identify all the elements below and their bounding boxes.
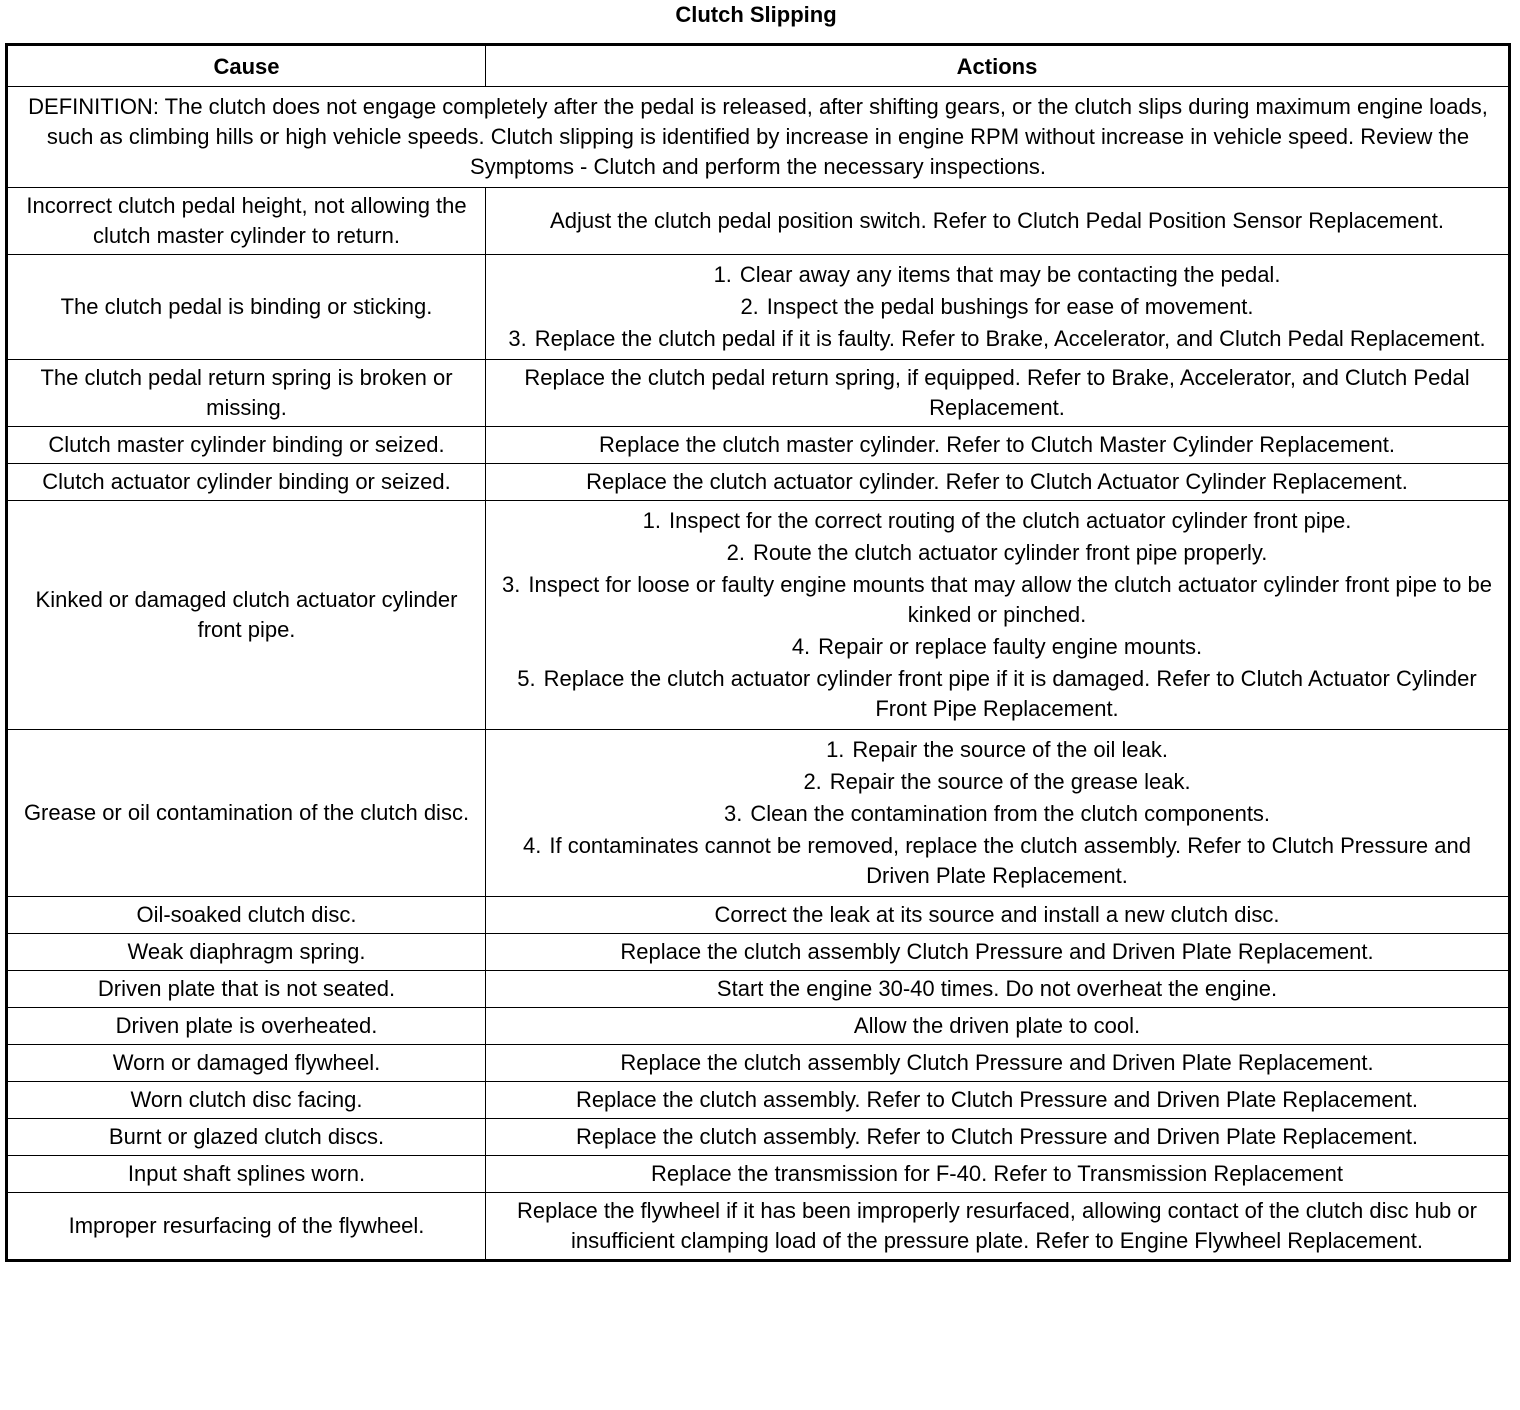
- step-text: Clear away any items that may be contacting the pedal.: [739, 262, 1281, 287]
- cause-cell: Input shaft splines worn.: [7, 1156, 486, 1193]
- table-row: [7, 360, 1510, 427]
- action-step: [492, 538, 1502, 568]
- cause-cell: The clutch pedal is binding or sticking.: [7, 255, 486, 360]
- cause-cell: Worn clutch disc facing.: [7, 1082, 486, 1119]
- action-cell: Replace the clutch assembly. Refer to Clutch Pressure and Driven Plate Replacement.: [486, 1082, 1510, 1119]
- cause-cell: Oil-soaked clutch disc.: [7, 897, 486, 934]
- step-text: Inspect for loose or faulty engine mounts that may allow the clutch actuator cylinder front pipe to be kinked or pinched.: [528, 572, 1492, 627]
- cause-cell: Incorrect clutch pedal height, not allowing the clutch master cylinder to return.: [7, 188, 486, 255]
- table-row: [7, 427, 1510, 464]
- action-steps-list: [492, 260, 1502, 354]
- table-row: [7, 501, 1510, 730]
- step-text: Replace the clutch pedal if it is faulty. Refer to Brake, Accelerator, and Clutch Pedal Replacement.: [534, 326, 1486, 351]
- action-steps-list: [492, 735, 1502, 891]
- table-row: [7, 897, 1510, 934]
- step-text: Repair the source of the grease leak.: [829, 769, 1191, 794]
- action-step: [492, 632, 1502, 662]
- cause-cell: Grease or oil contamination of the clutch disc.: [7, 730, 486, 897]
- step-text: Inspect the pedal bushings for ease of movement.: [766, 294, 1254, 319]
- cause-cell: Weak diaphragm spring.: [7, 934, 486, 971]
- table-row: [7, 1119, 1510, 1156]
- table-row: [7, 934, 1510, 971]
- table-row: [7, 1156, 1510, 1193]
- cause-cell: The clutch pedal return spring is broken or missing.: [7, 360, 486, 427]
- action-cell: Replace the transmission for F-40. Refer to Transmission Replacement: [486, 1156, 1510, 1193]
- cause-cell: Clutch master cylinder binding or seized.: [7, 427, 486, 464]
- action-step: [492, 292, 1502, 322]
- troubleshooting-table: [5, 43, 1511, 1262]
- action-step: [492, 570, 1502, 630]
- action-cell: Replace the clutch actuator cylinder. Refer to Clutch Actuator Cylinder Replacement.: [486, 464, 1510, 501]
- action-cell: [486, 501, 1510, 730]
- action-step: [492, 799, 1502, 829]
- action-step: [492, 831, 1502, 891]
- definition-text: DEFINITION: The clutch does not engage completely after the pedal is released, after shifting gears, or the clutch slips during maximum engine loads, such as climbing hills or high vehicle speeds. Clutch slipping is identified by increase in engine RPM without increase in vehicle speed. Review the Symptoms - Clutch and perform the necessary inspections.: [7, 87, 1510, 188]
- action-step: [492, 506, 1502, 536]
- action-cell: Replace the flywheel if it has been improperly resurfaced, allowing contact of the clutch disc hub or insufficient clamping load of the pressure plate. Refer to Engine Flywheel Replacement.: [486, 1193, 1510, 1261]
- table-row: [7, 255, 1510, 360]
- step-number: 5.: [517, 666, 536, 691]
- step-number: 4.: [791, 634, 811, 659]
- table-row: [7, 1008, 1510, 1045]
- cause-cell: Kinked or damaged clutch actuator cylinder front pipe.: [7, 501, 486, 730]
- cause-cell: Burnt or glazed clutch discs.: [7, 1119, 486, 1156]
- cause-cell: Driven plate is overheated.: [7, 1008, 486, 1045]
- step-number: 2.: [740, 294, 759, 319]
- step-number: 1.: [713, 262, 732, 287]
- step-text: Repair or replace faulty engine mounts.: [818, 634, 1203, 659]
- action-step: [492, 735, 1502, 765]
- table-row: [7, 188, 1510, 255]
- action-step: [492, 664, 1502, 724]
- step-text: Replace the clutch actuator cylinder front pipe if it is damaged. Refer to Clutch Actuator Cylinder Front Pipe Replacement.: [543, 666, 1477, 721]
- action-cell: Replace the clutch pedal return spring, if equipped. Refer to Brake, Accelerator, and Clutch Pedal Replacement.: [486, 360, 1510, 427]
- action-cell: Correct the leak at its source and install a new clutch disc.: [486, 897, 1510, 934]
- action-cell: Replace the clutch master cylinder. Refer to Clutch Master Cylinder Replacement.: [486, 427, 1510, 464]
- table-row: [7, 464, 1510, 501]
- action-cell: Replace the clutch assembly Clutch Pressure and Driven Plate Replacement.: [486, 934, 1510, 971]
- step-number: 2.: [726, 540, 745, 565]
- action-step: [492, 767, 1502, 797]
- step-number: 3.: [508, 326, 527, 351]
- step-number: 1.: [642, 508, 661, 533]
- step-number: 2.: [803, 769, 822, 794]
- step-number: 4.: [523, 833, 542, 858]
- action-cell: Start the engine 30-40 times. Do not overheat the engine.: [486, 971, 1510, 1008]
- page-title: Clutch Slipping: [675, 2, 837, 27]
- action-steps-list: [492, 506, 1502, 724]
- step-text: Inspect for the correct routing of the clutch actuator cylinder front pipe.: [669, 508, 1352, 533]
- header-row: [7, 45, 1510, 87]
- action-cell: Allow the driven plate to cool.: [486, 1008, 1510, 1045]
- table-row: [7, 971, 1510, 1008]
- action-cell: Replace the clutch assembly. Refer to Clutch Pressure and Driven Plate Replacement.: [486, 1119, 1510, 1156]
- cause-cell: Worn or damaged flywheel.: [7, 1045, 486, 1082]
- action-cell: Adjust the clutch pedal position switch. Refer to Clutch Pedal Position Sensor Replacement.: [486, 188, 1510, 255]
- definition-row: [7, 87, 1510, 188]
- table-row: [7, 730, 1510, 897]
- cause-cell: Improper resurfacing of the flywheel.: [7, 1193, 486, 1261]
- action-step: [492, 324, 1502, 354]
- step-number: 3.: [502, 572, 521, 597]
- action-step: [492, 260, 1502, 290]
- cause-cell: Clutch actuator cylinder binding or seized.: [7, 464, 486, 501]
- cause-cell: Driven plate that is not seated.: [7, 971, 486, 1008]
- step-number: 1.: [826, 737, 845, 762]
- cause-column-header: Cause: [7, 45, 486, 87]
- table-row: [7, 1193, 1510, 1261]
- action-cell: Replace the clutch assembly Clutch Pressure and Driven Plate Replacement.: [486, 1045, 1510, 1082]
- step-text: Repair the source of the oil leak.: [852, 737, 1168, 762]
- step-text: Clean the contamination from the clutch components.: [750, 801, 1271, 826]
- step-text: Route the clutch actuator cylinder front pipe properly.: [752, 540, 1268, 565]
- actions-column-header: Actions: [486, 45, 1510, 87]
- action-cell: [486, 255, 1510, 360]
- step-text: If contaminates cannot be removed, replace the clutch assembly. Refer to Clutch Pressure and Driven Plate Replacement.: [549, 833, 1471, 888]
- table-row: [7, 1045, 1510, 1082]
- step-number: 3.: [723, 801, 743, 826]
- table-row: [7, 1082, 1510, 1119]
- action-cell: [486, 730, 1510, 897]
